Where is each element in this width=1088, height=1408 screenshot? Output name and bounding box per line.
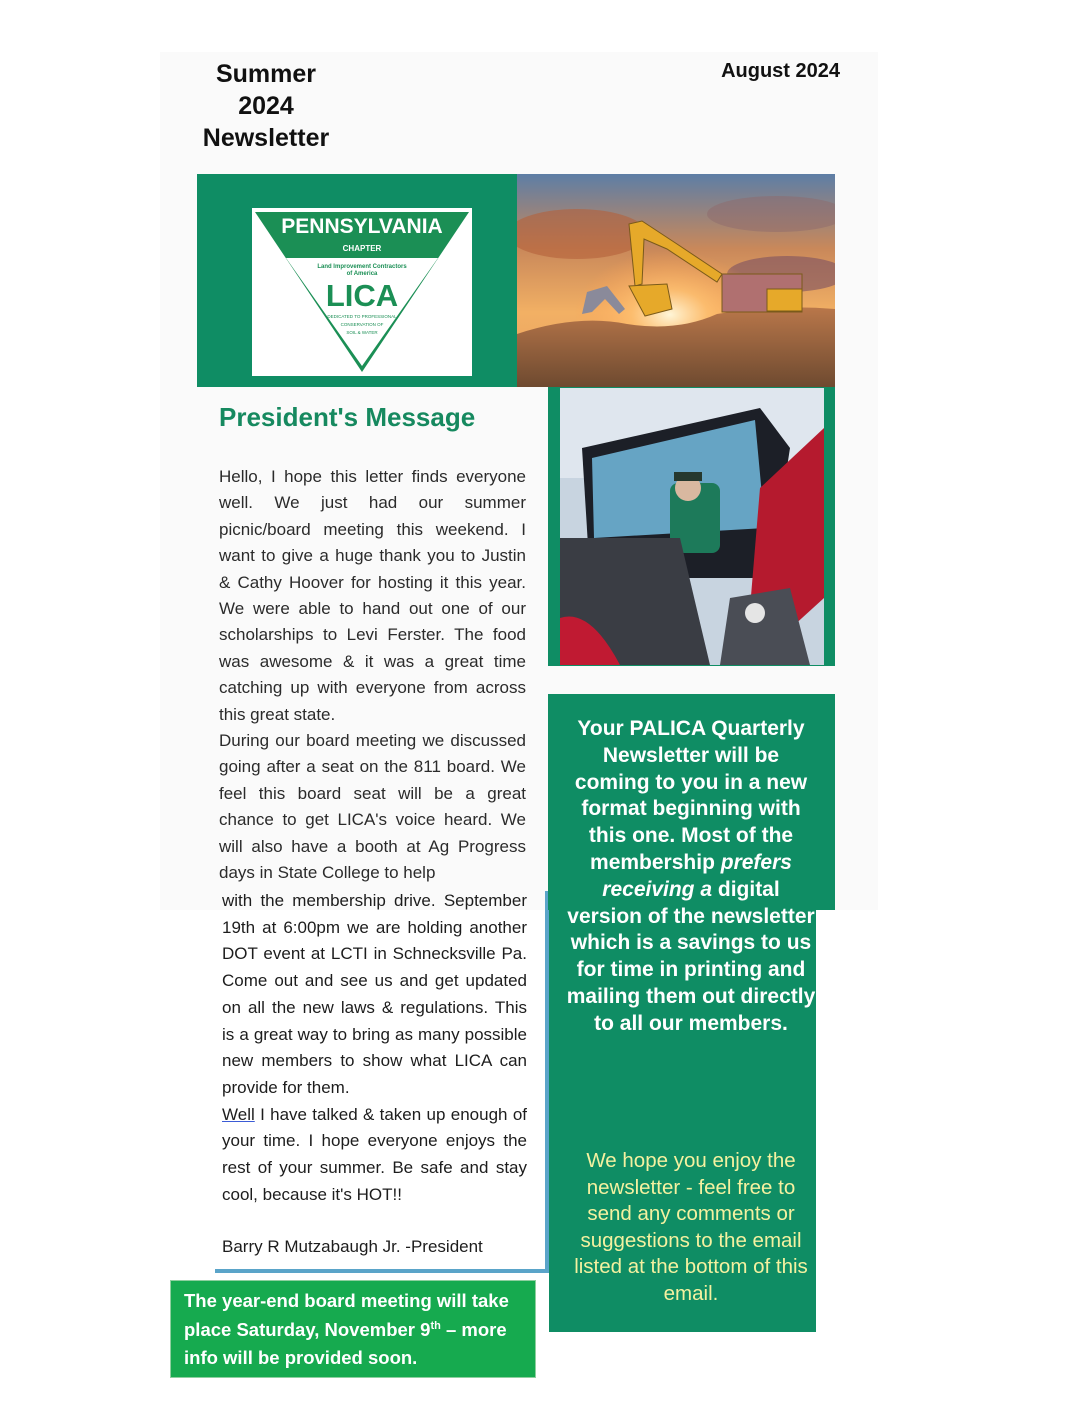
lica-triangle-logo-icon [252,208,472,376]
logo-chapter: CHAPTER [342,244,382,253]
newsletter-date: August 2024 [721,60,840,82]
message-closing-text: I have talked & taken up enough of your time. I hope everyone enjoys the rest of your summer. Be safe and stay cool, because it's HOT!! [222,1104,527,1204]
logo-acronym: LICA [325,278,399,313]
feedback-invitation: We hope you enjoy the newsletter - feel free to send any comments or suggestions to the email listed at the bottom of this email. [574,1149,808,1305]
well-link[interactable]: Well [222,1104,255,1124]
presidents-message-body-continued [222,888,527,1208]
announcement-text-end: digital version of the newsletter which is a savings to us for time in printing and mailing them out directly to all our members. [566,877,816,1035]
announcement-italic-text: prefers receiving a [602,850,792,901]
president-signature: Barry R Mutzabaugh Jr. -President [222,1237,483,1256]
new-format-announcement [566,716,816,1038]
divider-horizontal [215,1269,549,1273]
ordinal-suffix: th [430,1319,441,1332]
message-paragraph: During our board meeting we discussed going after a seat on the 811 board. We feel this board seat will be a great chance to get LICA's voice heard. We will also have a booth at Ag Progress days in State College to help [219,731,526,883]
year-end-meeting-text [184,1287,529,1373]
logo-org-name: Land Improvement Contractors [317,264,407,270]
announcement-text: Your PALICA Quarterly Newsletter will be coming to you in a new format beginning with this one. Most of the membership [574,717,808,874]
pa-lica-logo [252,208,472,376]
presidents-message-heading: President's Message [219,402,476,432]
logo-tagline-3: SOIL & WATER [346,330,378,335]
message-paragraph: with the membership drive. September 19th at 6:00pm we are holding another DOT event at LCTI in Schnecksville Pa. Come out and see us and get updated on all the new laws & regulations. This is a great way to bring as many possible new members to show what LICA can provide for them. [222,891,527,1097]
newsletter-title: Summer 2024 Newsletter [202,60,330,152]
message-paragraph [222,1102,527,1209]
logo-tagline-2: CONSERVATION OF [340,322,384,327]
message-paragraph: Hello, I hope this letter finds everyone well. We just had our summer picnic/board meeting this weekend. I want to give a huge thank you to Justin & Cathy Hoover for hosting it this year. We were able to hand out one of our scholarships to Levi Ferster. The food was awesome & it was a great time catching up with everyone from across this great state. [219,467,526,724]
meeting-text-start: The year-end board meeting will take place Saturday, November 9 [184,1290,509,1340]
logo-tagline-1: DEDICATED TO PROFESSIONAL [327,314,397,319]
logo-state: PENNSYLVANIA [281,215,443,238]
presidents-message-body [219,464,526,887]
president-tractor-photo [560,388,824,665]
logo-org-name-2: of America [346,271,378,277]
meeting-text-end: – more info will be provided soon. [184,1318,507,1368]
excavator-sunset-photo [517,174,835,387]
